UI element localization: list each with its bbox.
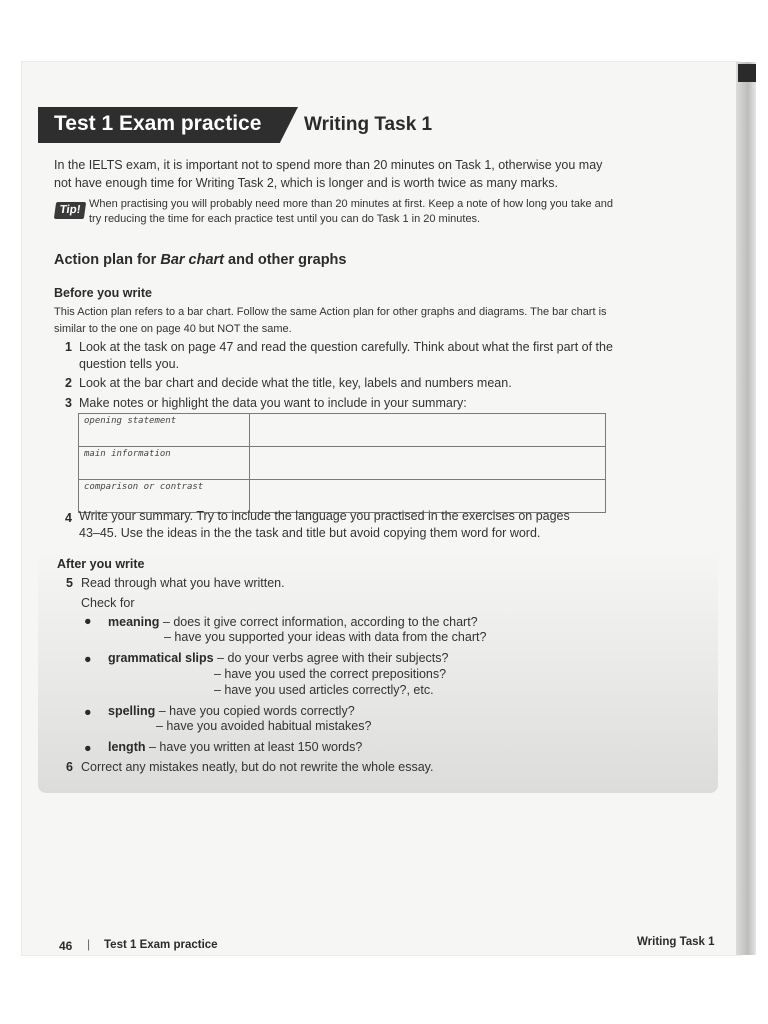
- check-term: length: [108, 740, 146, 754]
- step-number: 5: [66, 576, 73, 590]
- check-line: – have you avoided habitual mistakes?: [156, 719, 372, 733]
- check-line: – have you written at least 150 words?: [148, 740, 363, 754]
- check-for-label: Check for: [81, 596, 135, 610]
- book-spine: [736, 62, 756, 955]
- table-row-label: comparison or contrast: [79, 480, 250, 513]
- check-term: meaning: [108, 615, 160, 629]
- bullet-dot: ●: [84, 614, 92, 628]
- bullet-dot: ●: [84, 652, 92, 666]
- step-text: Look at the bar chart and decide what the title, key, labels and numbers mean.: [79, 376, 512, 390]
- footer-section-title: Test 1 Exam practice: [104, 939, 218, 951]
- step-text: Make notes or highlight the data you want to include in your summary:: [79, 396, 467, 410]
- step-text: Look at the task on page 47 and read the question carefully. Think about what the first part of the question tells you.: [79, 340, 613, 371]
- table-row-blank[interactable]: [250, 447, 606, 480]
- check-item: [108, 739, 362, 756]
- check-line: – have you used articles correctly?, etc.: [214, 683, 434, 697]
- step-text: Write your summary. Try to include the language you practised in the exercises on pages 43–45. Use the ideas in the the task and title but avoid copying them word for word.: [79, 509, 570, 540]
- step-number: 3: [65, 396, 72, 410]
- bullet-dot: ●: [84, 741, 92, 755]
- step-number: 4: [65, 511, 72, 525]
- notes-table: [78, 413, 606, 513]
- task-heading: Writing Task 1: [304, 114, 433, 135]
- table-row-blank[interactable]: [250, 414, 606, 447]
- footer-separator: |: [87, 937, 91, 951]
- step-number: 2: [65, 376, 72, 390]
- before-intro: This Action plan refers to a bar chart. Follow the same Action plan for other graphs and diagrams. The bar chart is similar to the one on page 40 but NOT the same.: [54, 306, 607, 335]
- before-you-write-heading: Before you write: [54, 286, 152, 300]
- footer-task-title: Writing Task 1: [637, 936, 715, 948]
- bullet-dot: ●: [84, 705, 92, 719]
- check-line: – have you copied words correctly?: [158, 704, 355, 718]
- step-text: Correct any mistakes neatly, but do not rewrite the whole essay.: [81, 760, 434, 774]
- check-line: – does it give correct information, according to the chart?: [162, 615, 478, 629]
- table-row-label: opening statement: [79, 414, 250, 447]
- intro-paragraph: In the IELTS exam, it is important not to spend more than 20 minutes on Task 1, otherwise you may not have enough time for Writing Task 2, which is longer and is worth twice as many marks.: [54, 158, 603, 190]
- page-number: 46: [59, 939, 73, 953]
- check-line: – have you used the correct prepositions?: [214, 667, 447, 681]
- table-row: [79, 447, 606, 480]
- check-term: grammatical slips: [108, 651, 214, 665]
- after-you-write-heading: After you write: [57, 557, 145, 571]
- action-plan-title-suffix: and other graphs: [224, 252, 347, 268]
- check-item: [108, 650, 448, 667]
- step-number: 1: [65, 340, 72, 354]
- check-line: – have you supported your ideas with data from the chart?: [164, 630, 487, 644]
- action-plan-title-italic: Bar chart: [160, 252, 225, 268]
- tip-text: When practising you will probably need more than 20 minutes at first. Keep a note of how long you take and try reducing the time for each practice test until you can do Task 1 in 20 minutes.: [89, 198, 614, 225]
- action-plan-title-prefix: Action plan for: [54, 252, 161, 268]
- table-row: [79, 414, 606, 447]
- banner-title: Test 1 Exam practice: [54, 112, 262, 135]
- step-text: Read through what you have written.: [81, 576, 285, 590]
- spine-tab-marker: [738, 64, 756, 82]
- check-term: spelling: [108, 704, 156, 718]
- action-plan-title: [54, 252, 346, 268]
- check-line: – do your verbs agree with their subjects?: [217, 651, 449, 665]
- tip-badge: Tip!: [54, 202, 86, 219]
- step-number: 6: [66, 760, 73, 774]
- table-row-label: main information: [79, 447, 250, 480]
